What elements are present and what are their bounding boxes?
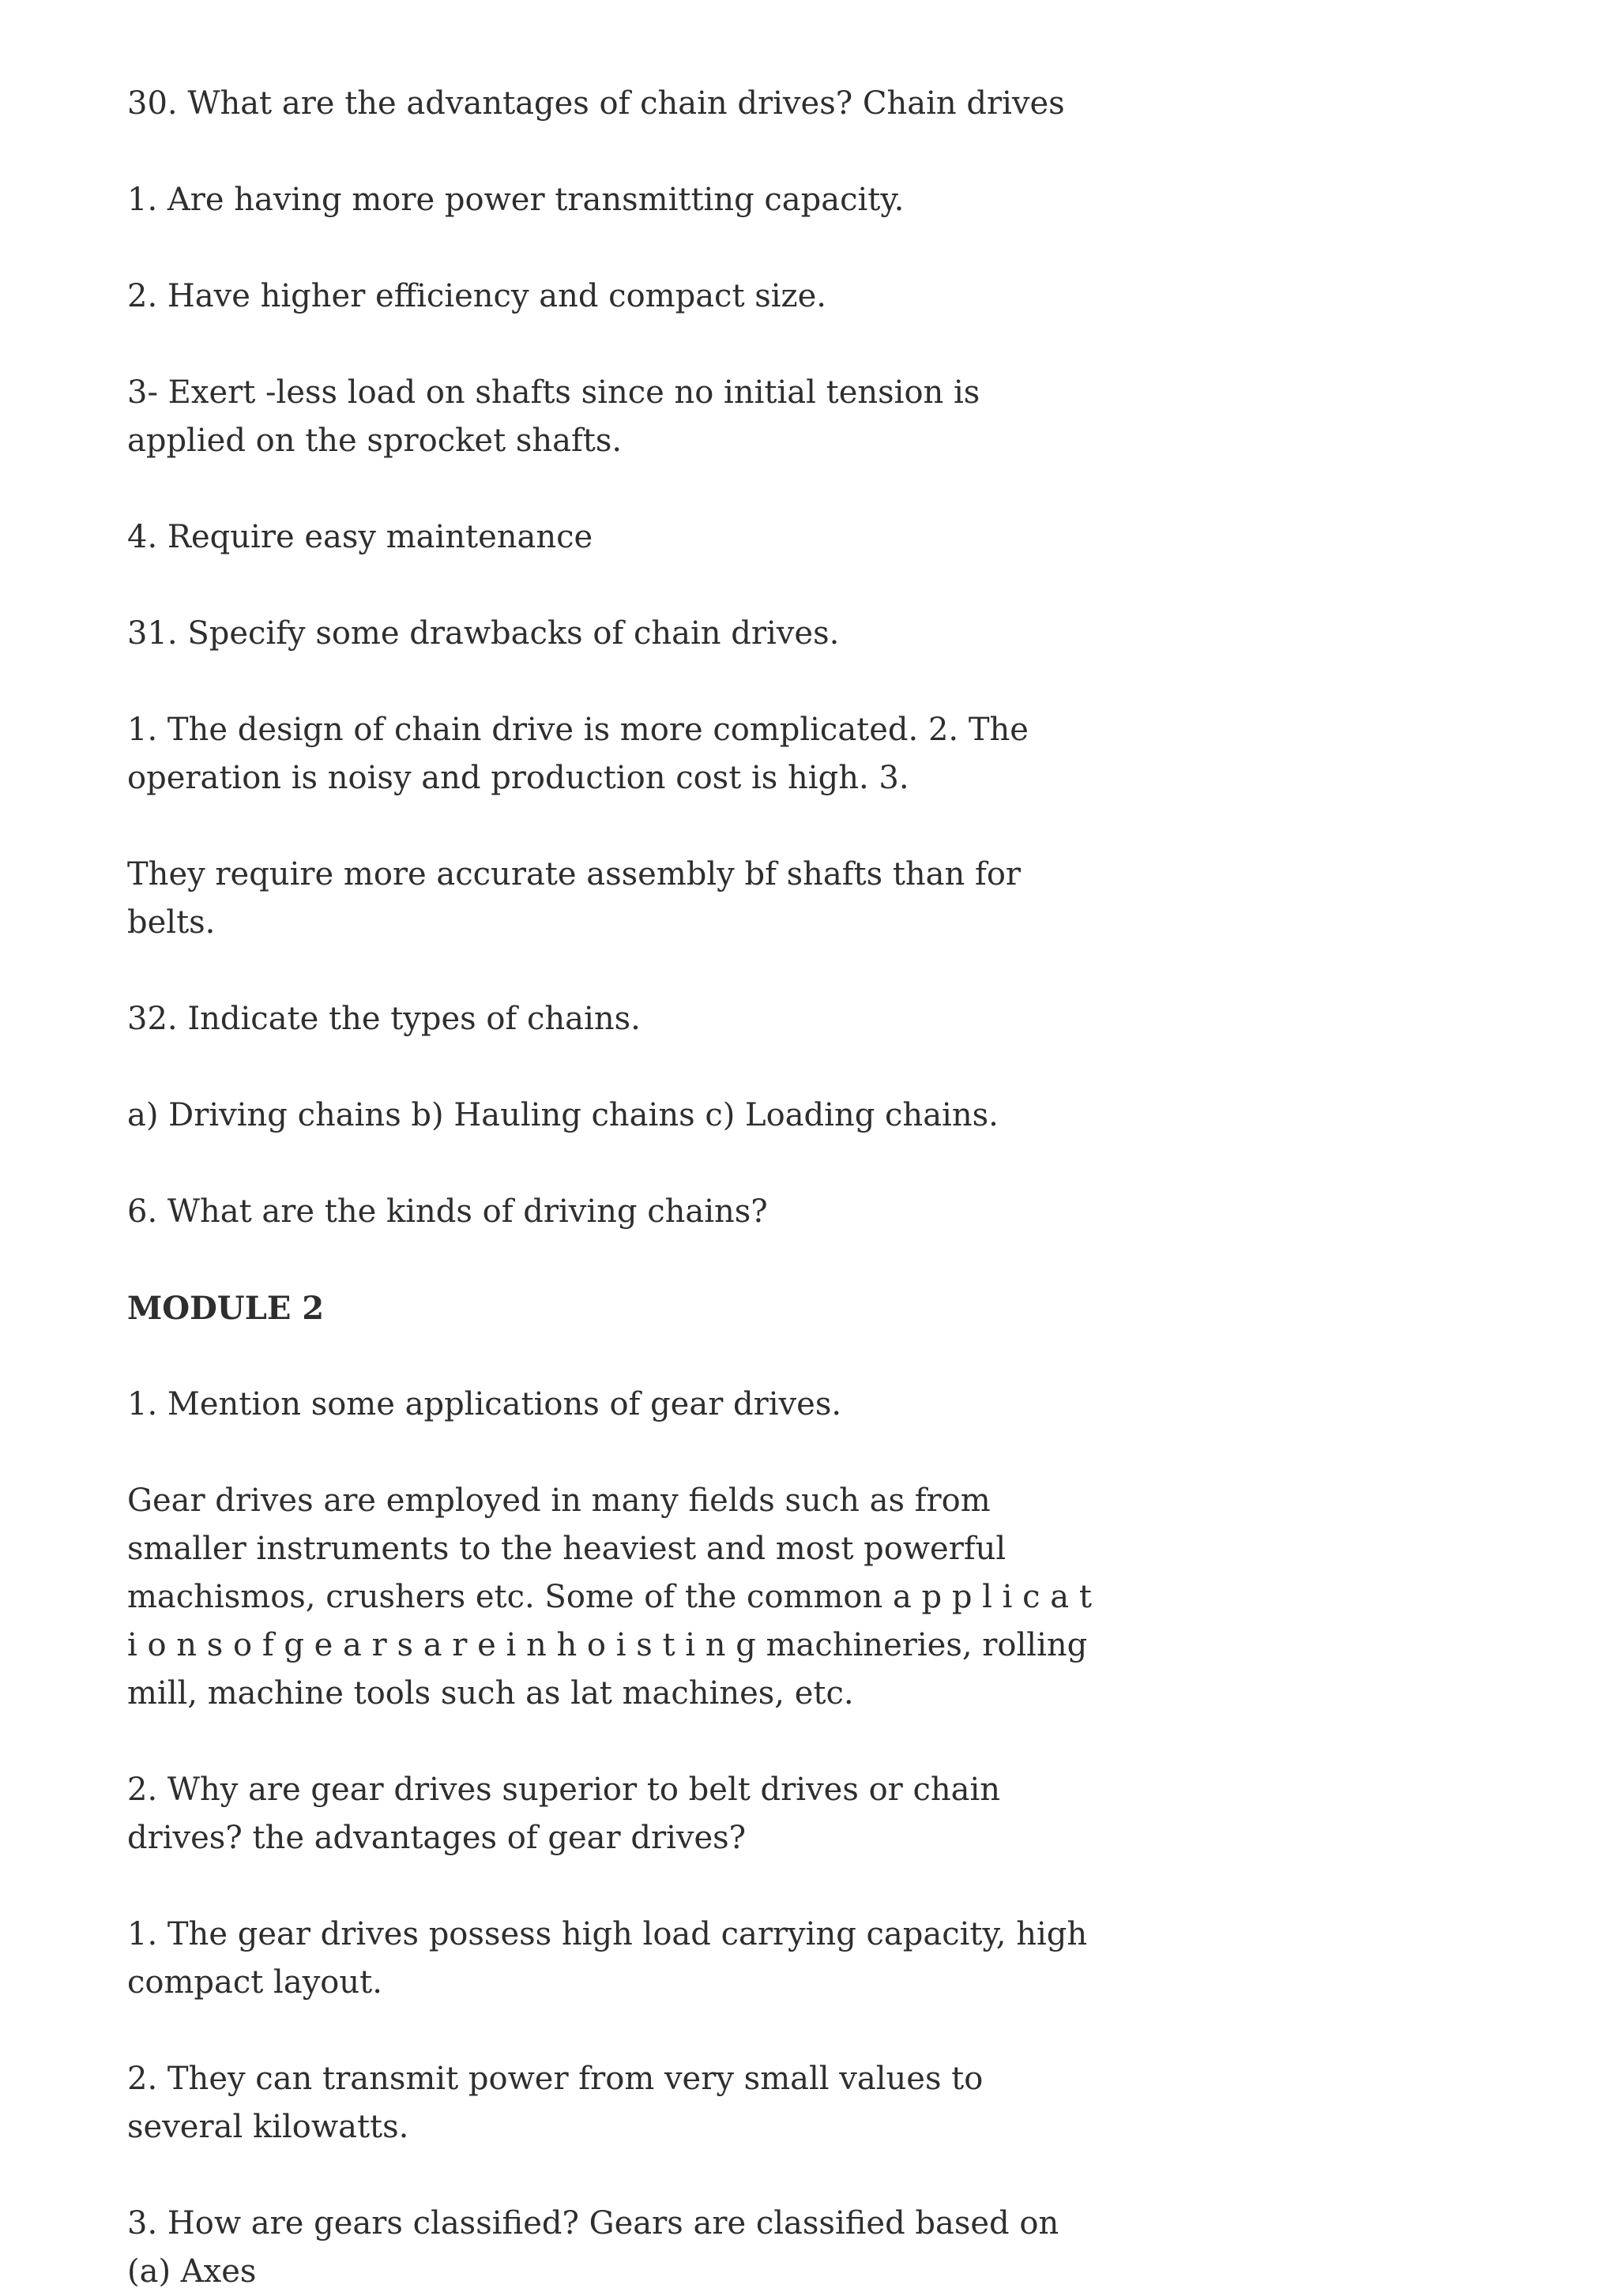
list-item: 3- Exert -less load on shafts since no initial tension is applied on the sprocket shafts. xyxy=(127,374,991,459)
list-item: 4. Require easy maintenance xyxy=(127,519,593,555)
list-item: 1. The gear drives possess high load carrying capacity, high compact layout. xyxy=(127,1916,1097,2001)
question-30: 30. What are the advantages of chain drives? Chain drives xyxy=(127,85,1065,122)
answer-text: Gear drives are employed in many fields such as from smaller instruments to the heaviest and most powerful machismos, crushers etc. Some of the common a p p l i c a t i o n s o f g e a r s a r e i n h o i s t i n g machineries, rolling mill, machine tools such as lat machines, etc. xyxy=(127,1482,1102,1712)
document-page xyxy=(127,80,1107,2296)
module2-question-2: 2. Why are gear drives superior to belt drives or chain drives? the advantages of gear drives? xyxy=(127,1772,1010,1856)
list-item: 2. Have higher efficiency and compact size. xyxy=(127,278,827,314)
answer-text: 1. The design of chain drive is more complicated. 2. The operation is noisy and production cost is high. 3. xyxy=(127,712,1039,796)
question-32: 32. Indicate the types of chains. xyxy=(127,1001,641,1037)
answer-text: They require more accurate assembly bf shafts than for belts. xyxy=(127,856,1031,941)
module2-question-1: 1. Mention some applications of gear drives. xyxy=(127,1386,842,1422)
list-item: 2. They can transmit power from very small values to several kilowatts. xyxy=(127,2061,994,2145)
module-heading: MODULE 2 xyxy=(127,1290,325,1327)
question-6: 6. What are the kinds of driving chains? xyxy=(127,1193,768,1230)
list-item: 1. Are having more power transmitting capacity. xyxy=(127,182,905,218)
question-31: 31. Specify some drawbacks of chain drives. xyxy=(127,615,840,652)
module2-question-3: 3. How are gears classified? Gears are classified based on (a) Axes xyxy=(127,2205,1069,2290)
answer-text: a) Driving chains b) Hauling chains c) Loading chains. xyxy=(127,1097,999,1133)
